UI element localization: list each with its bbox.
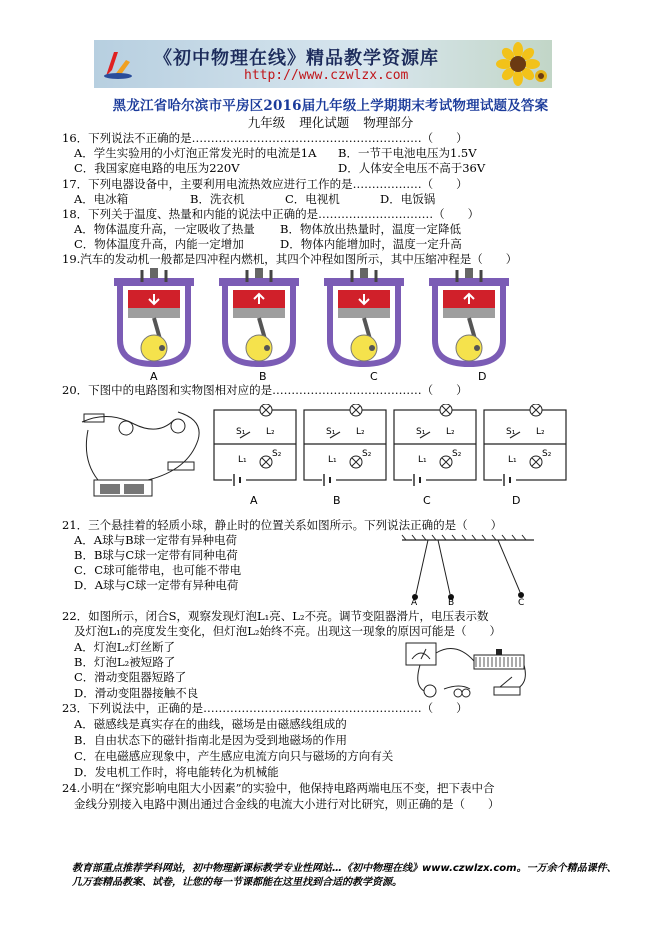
- q24-line2: 金线分别接入电路中测出通过合金线的电流大小进行对比研究，则正确的是（ ）: [74, 797, 500, 811]
- q19-label-a: A: [150, 370, 158, 383]
- q21-option-b: B．B球与C球一定带有同种电荷: [74, 548, 238, 562]
- q20-physical-circuit-figure: [78, 400, 213, 500]
- q21-option-a: A．A球与B球一定带有异种电荷: [74, 533, 238, 547]
- q17-option-d: D．电饭锅: [380, 192, 436, 206]
- q22-circuit-figure: [400, 637, 535, 705]
- q18-option-b: B．物体放出热量时，温度一定降低: [280, 222, 461, 236]
- q16-option-a: A．学生实验用的小灯泡正常发光时的电流是1A: [74, 146, 317, 160]
- sunflower-icon: [488, 42, 548, 86]
- q22-option-d: D．滑动变阻器接触不良: [74, 686, 199, 700]
- header-banner: [94, 40, 552, 88]
- q17-option-b: B．洗衣机: [190, 192, 245, 206]
- page-subtitle: 九年级 理化试题 物理部分: [247, 115, 414, 130]
- q21-stem: 21．三个悬挂着的轻质小球，静止时的位置关系如图所示。下列说法正确的是（ ）: [62, 518, 503, 532]
- page-title: 黑龙江省哈尔滨市平房区2016届九年级上学期期末考试物理试题及答案: [112, 98, 549, 114]
- q21-option-d: D．A球与C球一定带有异种电荷: [74, 578, 239, 592]
- engine-strokes-figure: [112, 268, 532, 370]
- q18-option-a: A．物体温度升高，一定吸收了热量: [74, 222, 255, 236]
- q22-line1: 22．如图所示，闭合S，观察发现灯泡L₁亮、L₂不亮。调节变阻器滑片，电压表示数: [62, 609, 489, 623]
- footer-line-1: 教育部重点推荐学科网站，初中物理新课标教学专业性网站…《初中物理在线》www.czwlzx.com。一万余个精品课件、: [72, 863, 617, 874]
- q22-option-a: A．灯泡L₂灯丝断了: [74, 640, 176, 654]
- q18-stem: 18．下列关于温度、热量和内能的说法中正确的是…………………………（ ）: [62, 207, 480, 221]
- q23-option-b: B．自由状态下的磁针指南北是因为受到地磁场的作用: [74, 733, 347, 747]
- q24-line1: 24.小明在“探究影响电阻大小因素”的实验中，他保持电路两端电压不变，把下表中合: [62, 781, 495, 795]
- q19-stem: 19.汽车的发动机一般都是四冲程内燃机，其四个冲程如图所示，其中压缩冲程是（ ）: [62, 252, 518, 266]
- ball-label-c: C: [518, 598, 525, 608]
- q22-option-c: C．滑动变阻器短路了: [74, 670, 187, 684]
- q16-option-c: C．我国家庭电路的电压为220V: [74, 161, 240, 175]
- q17-stem: 17．下列电器设备中，主要利用电流热效应进行工作的是………………（ ）: [62, 177, 468, 191]
- q16-option-b: B．一节干电池电压为1.5V: [338, 146, 477, 160]
- q19-label-d: D: [478, 370, 487, 383]
- q23-option-c: C．在电磁感应现象中，产生感应电流方向只与磁场的方向有关: [74, 749, 394, 763]
- q20-stem: 20．下图中的电路图和实物图相对应的是…………………………………（ ）: [62, 383, 468, 397]
- q19-label-b: B: [259, 370, 267, 383]
- q21-option-c: C．C球可能带电，也可能不带电: [74, 563, 242, 577]
- q16-stem: 16．下列说法不正确的是……………………………………………………（ ）: [62, 131, 468, 145]
- q23-option-d: D．发电机工作时，将电能转化为机械能: [74, 765, 279, 779]
- hanging-balls-figure: [398, 534, 538, 612]
- q20-label-d: D: [512, 494, 521, 507]
- q23-option-a: A．磁感线是真实存在的曲线，磁场是由磁感线组成的: [74, 717, 347, 731]
- q20-label-b: B: [333, 494, 341, 507]
- ball-label-a: A: [411, 598, 418, 608]
- q17-option-a: A．电冰箱: [74, 192, 129, 206]
- q22-line2: 及灯泡L₁的亮度发生变化，但灯泡L₂始终不亮。出现这一现象的原因可能是（ ）: [74, 624, 501, 638]
- q17-option-c: C．电视机: [285, 192, 340, 206]
- footer-line-2: 几万套精品教案、试卷，让您的每一节课都能在这里找到合适的教学资源。: [72, 877, 402, 888]
- q18-option-c: C．物体温度升高，内能一定增加: [74, 237, 244, 251]
- banner-url[interactable]: http://www.czwlzx.com: [244, 68, 409, 83]
- q20-label-c: C: [423, 494, 431, 507]
- site-logo-icon: [100, 46, 136, 82]
- q18-option-d: D．物体内能增加时，温度一定升高: [280, 237, 462, 251]
- page-footer: [72, 862, 617, 890]
- ball-label-b: B: [448, 598, 455, 608]
- q20-label-a: A: [250, 494, 258, 507]
- q20-circuit-diagrams-figure: [212, 404, 652, 486]
- q19-label-c: C: [370, 370, 378, 383]
- q23-stem: 23．下列说法中，正确的是…………………………………………………（ ）: [62, 701, 468, 715]
- q22-option-b: B．灯泡L₂被短路了: [74, 655, 176, 669]
- banner-title: 《初中物理在线》精品教学资源库: [154, 48, 439, 69]
- q16-option-d: D．人体安全电压不高于36V: [338, 161, 486, 175]
